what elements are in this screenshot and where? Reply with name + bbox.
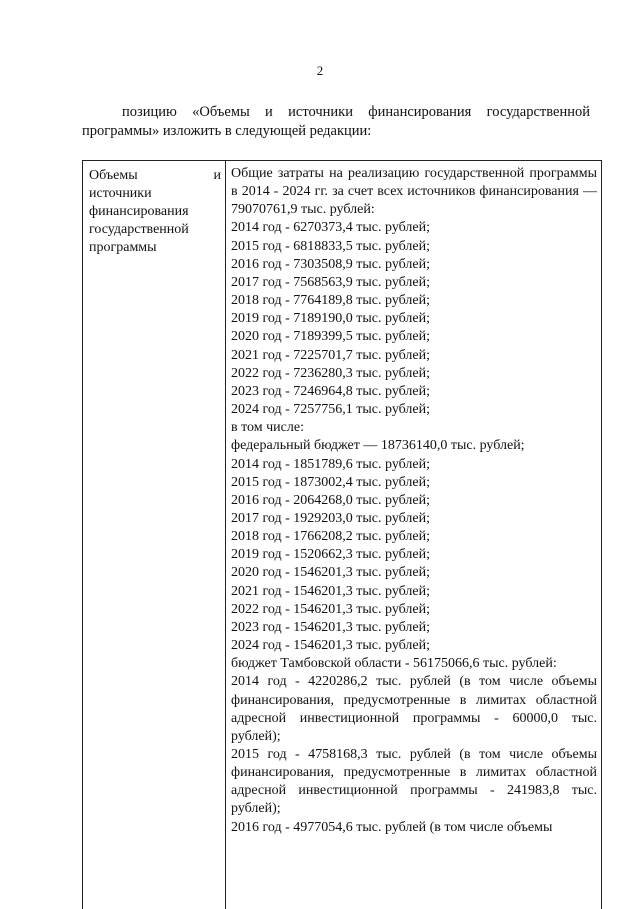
total-year-line: 2017 год - 7568563,9 тыс. рублей;	[231, 274, 431, 290]
federal-year-line: 2018 год - 1766208,2 тыс. рублей;	[231, 529, 431, 545]
table-right-cell	[226, 161, 601, 909]
total-year-line: 2016 год - 7303508,9 тыс. рублей;	[231, 256, 431, 272]
total-year-line: 2023 год - 7246964,8 тыс. рублей;	[231, 383, 431, 399]
federal-year-line: 2022 год - 1546201,3 тыс. рублей;	[231, 601, 431, 617]
total-year-line: 2020 год - 7189399,5 тыс. рублей;	[231, 329, 431, 345]
total-year-line: 2019 год - 7189190,0 тыс. рублей;	[231, 311, 431, 327]
page-number: 2	[316, 63, 324, 78]
left-cell-word-2: и	[213, 168, 221, 183]
left-cell-first-line	[89, 167, 221, 185]
total-year-line: 2024 год - 7257756,1 тыс. рублей;	[231, 402, 431, 418]
financing-table	[82, 160, 602, 909]
federal-year-line: 2023 год - 1546201,3 тыс. рублей;	[231, 619, 431, 635]
total-financing-text: Общие затраты на реализацию государственной программы в 2014 - 2024 гг. за счет всех источников финансирования — 79070761,9 тыс. рублей:	[231, 166, 597, 218]
federal-year-line: 2014 год - 1851789,6 тыс. рублей;	[231, 456, 431, 472]
left-cell-line: программы	[89, 240, 157, 255]
table-left-cell	[83, 161, 226, 909]
regional-year-2014: 2014 год - 4220286,2 тыс. рублей (в том числе объемы финансирования, предусмотренные в лимитах областной адресной инвестиционной программы - 60000,0 тыс. рублей);	[231, 674, 597, 744]
including-label: в том числе:	[231, 420, 304, 436]
federal-year-line: 2019 год - 1520662,3 тыс. рублей;	[231, 547, 431, 563]
intro-paragraph: позицию «Объемы и источники финансирования государственной программы» изложить в следующей редакции:	[82, 104, 590, 139]
federal-year-line: 2024 год - 1546201,3 тыс. рублей;	[231, 638, 431, 654]
left-cell-line: источники	[89, 186, 152, 201]
federal-year-line: 2021 год - 1546201,3 тыс. рублей;	[231, 583, 431, 599]
total-year-line: 2021 год - 7225701,7 тыс. рублей;	[231, 347, 431, 363]
federal-year-line: 2016 год - 2064268,0 тыс. рублей;	[231, 492, 431, 508]
federal-year-line: 2015 год - 1873002,4 тыс. рублей;	[231, 474, 431, 490]
total-year-line: 2015 год - 6818833,5 тыс. рублей;	[231, 238, 431, 254]
regional-budget-total: бюджет Тамбовской области - 56175066,6 тыс. рублей:	[231, 656, 557, 672]
federal-year-line: 2017 год - 1929203,0 тыс. рублей;	[231, 510, 431, 526]
total-year-line: 2014 год - 6270373,4 тыс. рублей;	[231, 220, 431, 236]
left-cell-word-1: Объемы	[89, 168, 138, 183]
left-cell-line: государственной	[89, 222, 189, 237]
left-cell-line: финансирования	[89, 204, 189, 219]
federal-budget-total: федеральный бюджет — 18736140,0 тыс. рублей;	[231, 438, 525, 454]
regional-year-2015: 2015 год - 4758168,3 тыс. рублей (в том числе объемы финансирования, предусмотренные в лимитах областной адресной инвестиционной программы - 241983,8 тыс. рублей);	[231, 747, 597, 817]
federal-year-line: 2020 год - 1546201,3 тыс. рублей;	[231, 565, 431, 581]
regional-year-2016: 2016 год - 4977054,6 тыс. рублей (в том числе объемы	[231, 819, 553, 835]
total-year-line: 2022 год - 7236280,3 тыс. рублей;	[231, 365, 431, 381]
total-year-line: 2018 год - 7764189,8 тыс. рублей;	[231, 293, 431, 309]
